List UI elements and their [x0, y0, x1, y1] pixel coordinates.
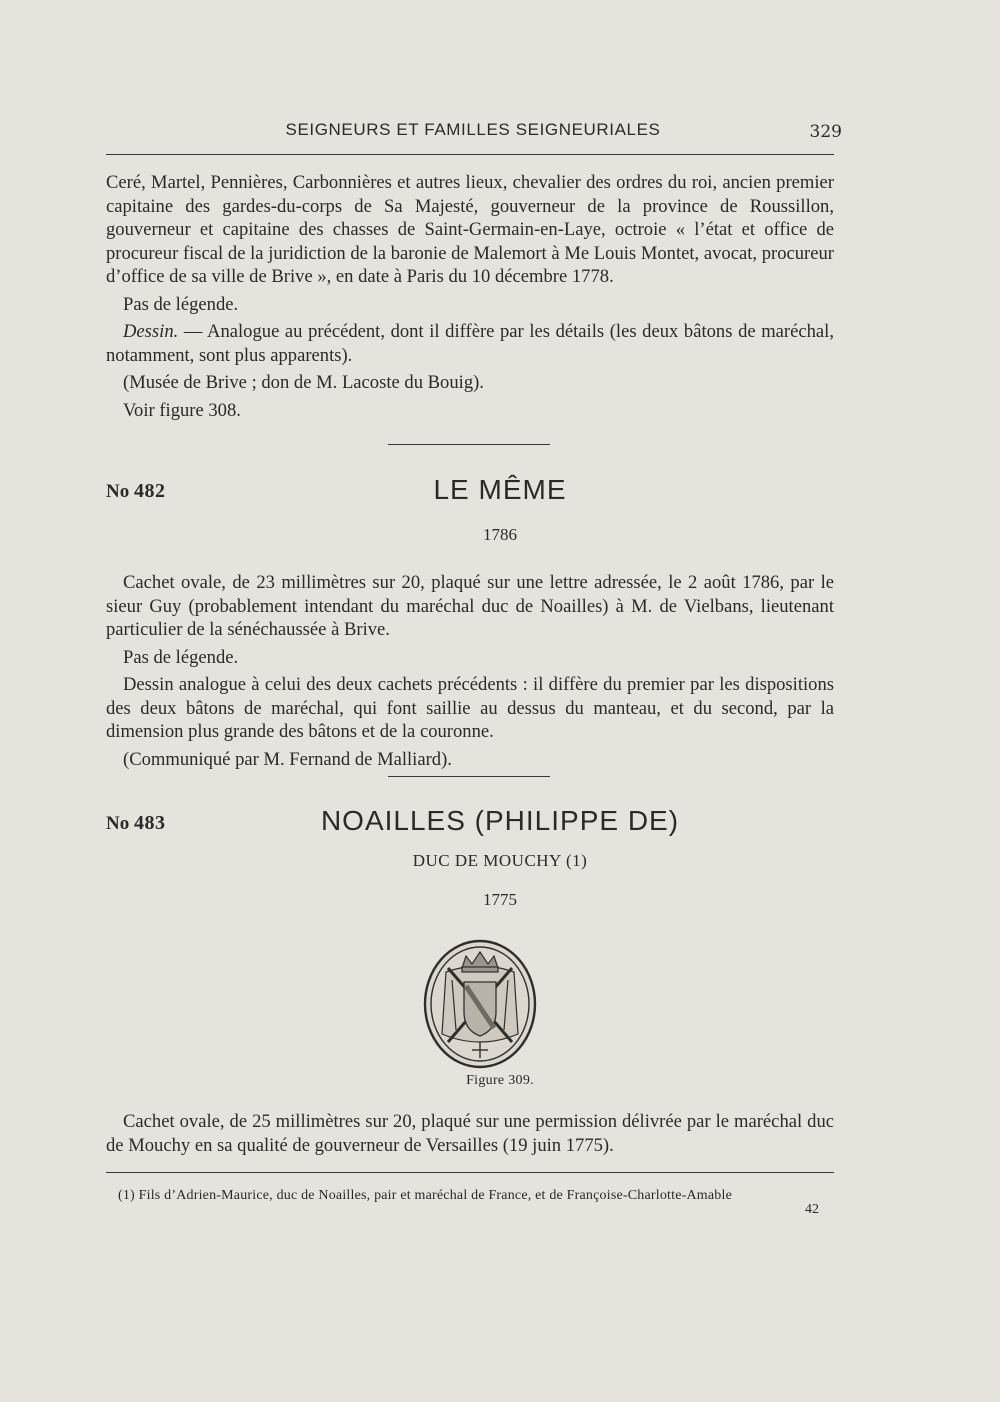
entry-482-source: (Communiqué par M. Fernand de Malliard).: [123, 748, 452, 770]
number-value: 482: [133, 480, 166, 502]
intro-block: [106, 171, 834, 422]
running-head: [106, 120, 840, 146]
intro-paragraph: Ceré, Martel, Pennières, Carbonnières et autres lieux, chevalier des ordres du roi, ancien premier capitaine des gardes-du-corps de Sa Majesté, gouverneur de la province de Roussillon, gouverneur et capitaine des chasses de Saint-Germain-en-Laye, octroie « l’état et office de procureur fiscal de la juridiction de la baronie de Malemort à Me Louis Montet, avocat, procureur d’office de sa ville de Brive », en date à Paris du 10 décembre 1778.: [106, 172, 834, 287]
intro-legend: Pas de légende.: [123, 293, 239, 315]
entry-482-legend: Pas de légende.: [123, 646, 239, 668]
dessin-text: — Analogue au précédent, dont il diffère par les détails (les deux bâtons de maréchal, notamment, sont plus apparents).: [106, 321, 834, 366]
dessin-label: Dessin.: [123, 321, 179, 342]
signature-mark: 42: [805, 1202, 819, 1217]
entry-483-paragraph: Cachet ovale, de 25 millimètres sur 20, plaqué sur une permission délivrée par le maréchal duc de Mouchy en sa qualité de gouverneur de Versailles (19 juin 1775).: [106, 1111, 834, 1156]
entry-482-paragraph: Cachet ovale, de 23 millimètres sur 20, plaqué sur une lettre adressée, le 2 août 1786, par le sieur Guy (probablement intendant du maréchal duc de Noailles) à M. de Vielbans, lieutenant particulier de la sénéchaussée à Brive.: [106, 572, 834, 640]
section-divider: [388, 776, 550, 777]
running-head-title: SEIGNEURS ET FAMILLES SEIGNEURIALES: [285, 120, 661, 139]
intro-see: Voir figure 308.: [123, 399, 241, 421]
number-prefix: No: [106, 481, 130, 502]
intro-dessin: [106, 320, 834, 367]
entry-title-483: NOAILLES (PHILIPPE DE): [320, 805, 680, 836]
seal-shield: [464, 982, 496, 1036]
entry-title-482: LE MÊME: [433, 474, 567, 505]
seal-image: [422, 938, 538, 1070]
number-value: 483: [133, 812, 166, 834]
section-divider: [388, 444, 550, 445]
number-prefix: No: [106, 813, 130, 834]
footnote: (1) Fils d’Adrien-Maurice, duc de Noailles, pair et maréchal de France, et de Françoise-Charlotte-Amable: [118, 1188, 733, 1203]
intro-source: (Musée de Brive ; don de M. Lacoste du Bouig).: [123, 372, 484, 393]
header-rule: [106, 154, 834, 155]
footnote-rule: [106, 1172, 834, 1173]
entry-year-482: 1786: [483, 525, 517, 544]
entry-483-body: [106, 1110, 834, 1157]
entry-subtitle-483: DUC DE MOUCHY (1): [412, 851, 588, 870]
entry-year-483: 1775: [483, 890, 517, 909]
figure-caption: Figure 309.: [466, 1073, 534, 1088]
entry-482-body: [106, 571, 834, 771]
entry-482-dessin: Dessin analogue à celui des deux cachets précédents : il diffère du premier par les dispositions des deux bâtons de maréchal, qui font saillie au dessus du manteau, et du second, par la dimension plus grande des bâtons et de la couronne.: [106, 674, 834, 742]
page-number: 329: [809, 122, 842, 142]
